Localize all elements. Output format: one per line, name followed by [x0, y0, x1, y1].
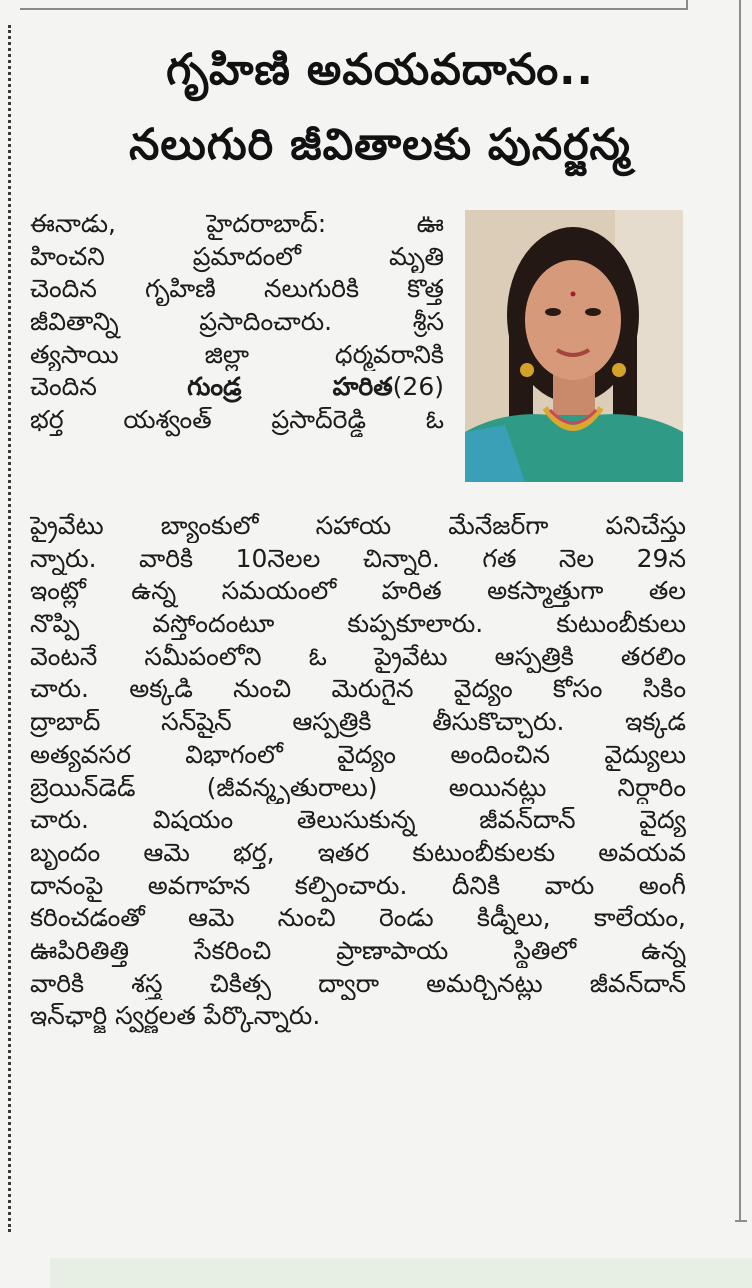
article-body-paragraph	[30, 510, 686, 1033]
top-border-corner	[686, 0, 688, 10]
article-line: హించని ప్రమాదంలో మృతి	[30, 241, 444, 271]
article-line: ద్రాబాద్ సన్‌షైన్ ఆస్పత్రికి తీసుకొచ్చారు. ఇక్కడ	[30, 707, 686, 737]
article-line-prefix: చెందిన	[30, 372, 97, 402]
article-line: ఇంట్లో ఉన్న సమయంలో హరిత అకస్మాత్తుగా తల	[30, 576, 686, 606]
article-line: జీవితాన్ని ప్రసాదించారు. శ్రీస	[30, 307, 444, 337]
article-line: ప్రైవేటు బ్యాంకులో సహాయ మేనేజర్‌గా పనిచేస్తు	[30, 511, 686, 540]
top-border-rule	[20, 0, 686, 10]
right-rule-foot	[735, 1220, 747, 1222]
article-line: చారు. విషయం తెలుసుకున్న జీవన్‌దాన్ వైద్య	[30, 805, 686, 835]
article-line-last: ఇన్‌ఛార్జి స్వర్ణలత పేర్కొన్నారు.	[30, 1001, 321, 1031]
person-name: గుండ్ర హరిత	[187, 372, 393, 402]
article-line-with-name	[30, 371, 444, 404]
headline-line-2: నలుగురి జీవితాలకు పునర్జన్మ	[129, 120, 631, 170]
article-line: వారికి శస్త్ర చికిత్స ద్వారా అమర్చినట్లు జీవన్‌దాన్	[30, 968, 686, 998]
article-line: బ్రెయిన్‌డెడ్ (జీవన్మృతురాలు) అయినట్లు నిర్ధారిం	[30, 772, 686, 802]
article-line: త్యసాయి జిల్లా ధర్మవరానికి	[30, 339, 444, 369]
portrait-photo-icon	[465, 210, 683, 482]
article-line: ఈనాడు, హైదరాబాద్: ఊ	[30, 209, 444, 238]
article-line: భర్త యశ్వంత్ ప్రసాద్‌రెడ్డి ఓ	[30, 405, 444, 435]
article-intro-paragraph	[30, 208, 444, 437]
article-line: చెందిన గృహిణి నలుగురికి కొత్త	[30, 274, 444, 304]
column-dotted-divider	[8, 25, 11, 1232]
article-line: దానంపై అవగాహన కల్పించారు. దీనికి వారు అంగీ	[30, 870, 686, 900]
article-line: చారు. అక్కడి నుంచి మెరుగైన వైద్యం కోసం సికిం	[30, 674, 686, 704]
next-article-box	[50, 1258, 752, 1288]
headline-line-1: గృహిణి అవయవదానం..	[166, 45, 594, 95]
person-age: (26)	[392, 372, 444, 402]
article-line: వెంటనే సమీపంలోని ఓ ప్రైవేటు ఆస్పత్రికి తరలిం	[30, 641, 686, 671]
article-line: న్నారు. వారికి 10నెలల చిన్నారి. గత నెల 29న	[30, 543, 686, 573]
article-line: బృందం ఆమె భర్త, ఇతర కుటుంబీకులకు అవయవ	[30, 837, 686, 867]
article-line: అత్యవసర విభాగంలో వైద్యం అందించిన వైద్యులు	[30, 739, 686, 769]
article-line: నొప్పి వస్తోందంటూ కుప్పకూలారు. కుటుంబీకులు	[30, 609, 686, 639]
article-line: కరించడంతో ఆమె నుంచి రెండు కిడ్నీలు, కాలేయం,	[30, 903, 686, 933]
right-column-rule	[739, 0, 741, 1222]
article-line: ఊపిరితిత్తి సేకరించి ప్రాణాపాయ స్థితిలో ఉన్న	[30, 935, 686, 965]
